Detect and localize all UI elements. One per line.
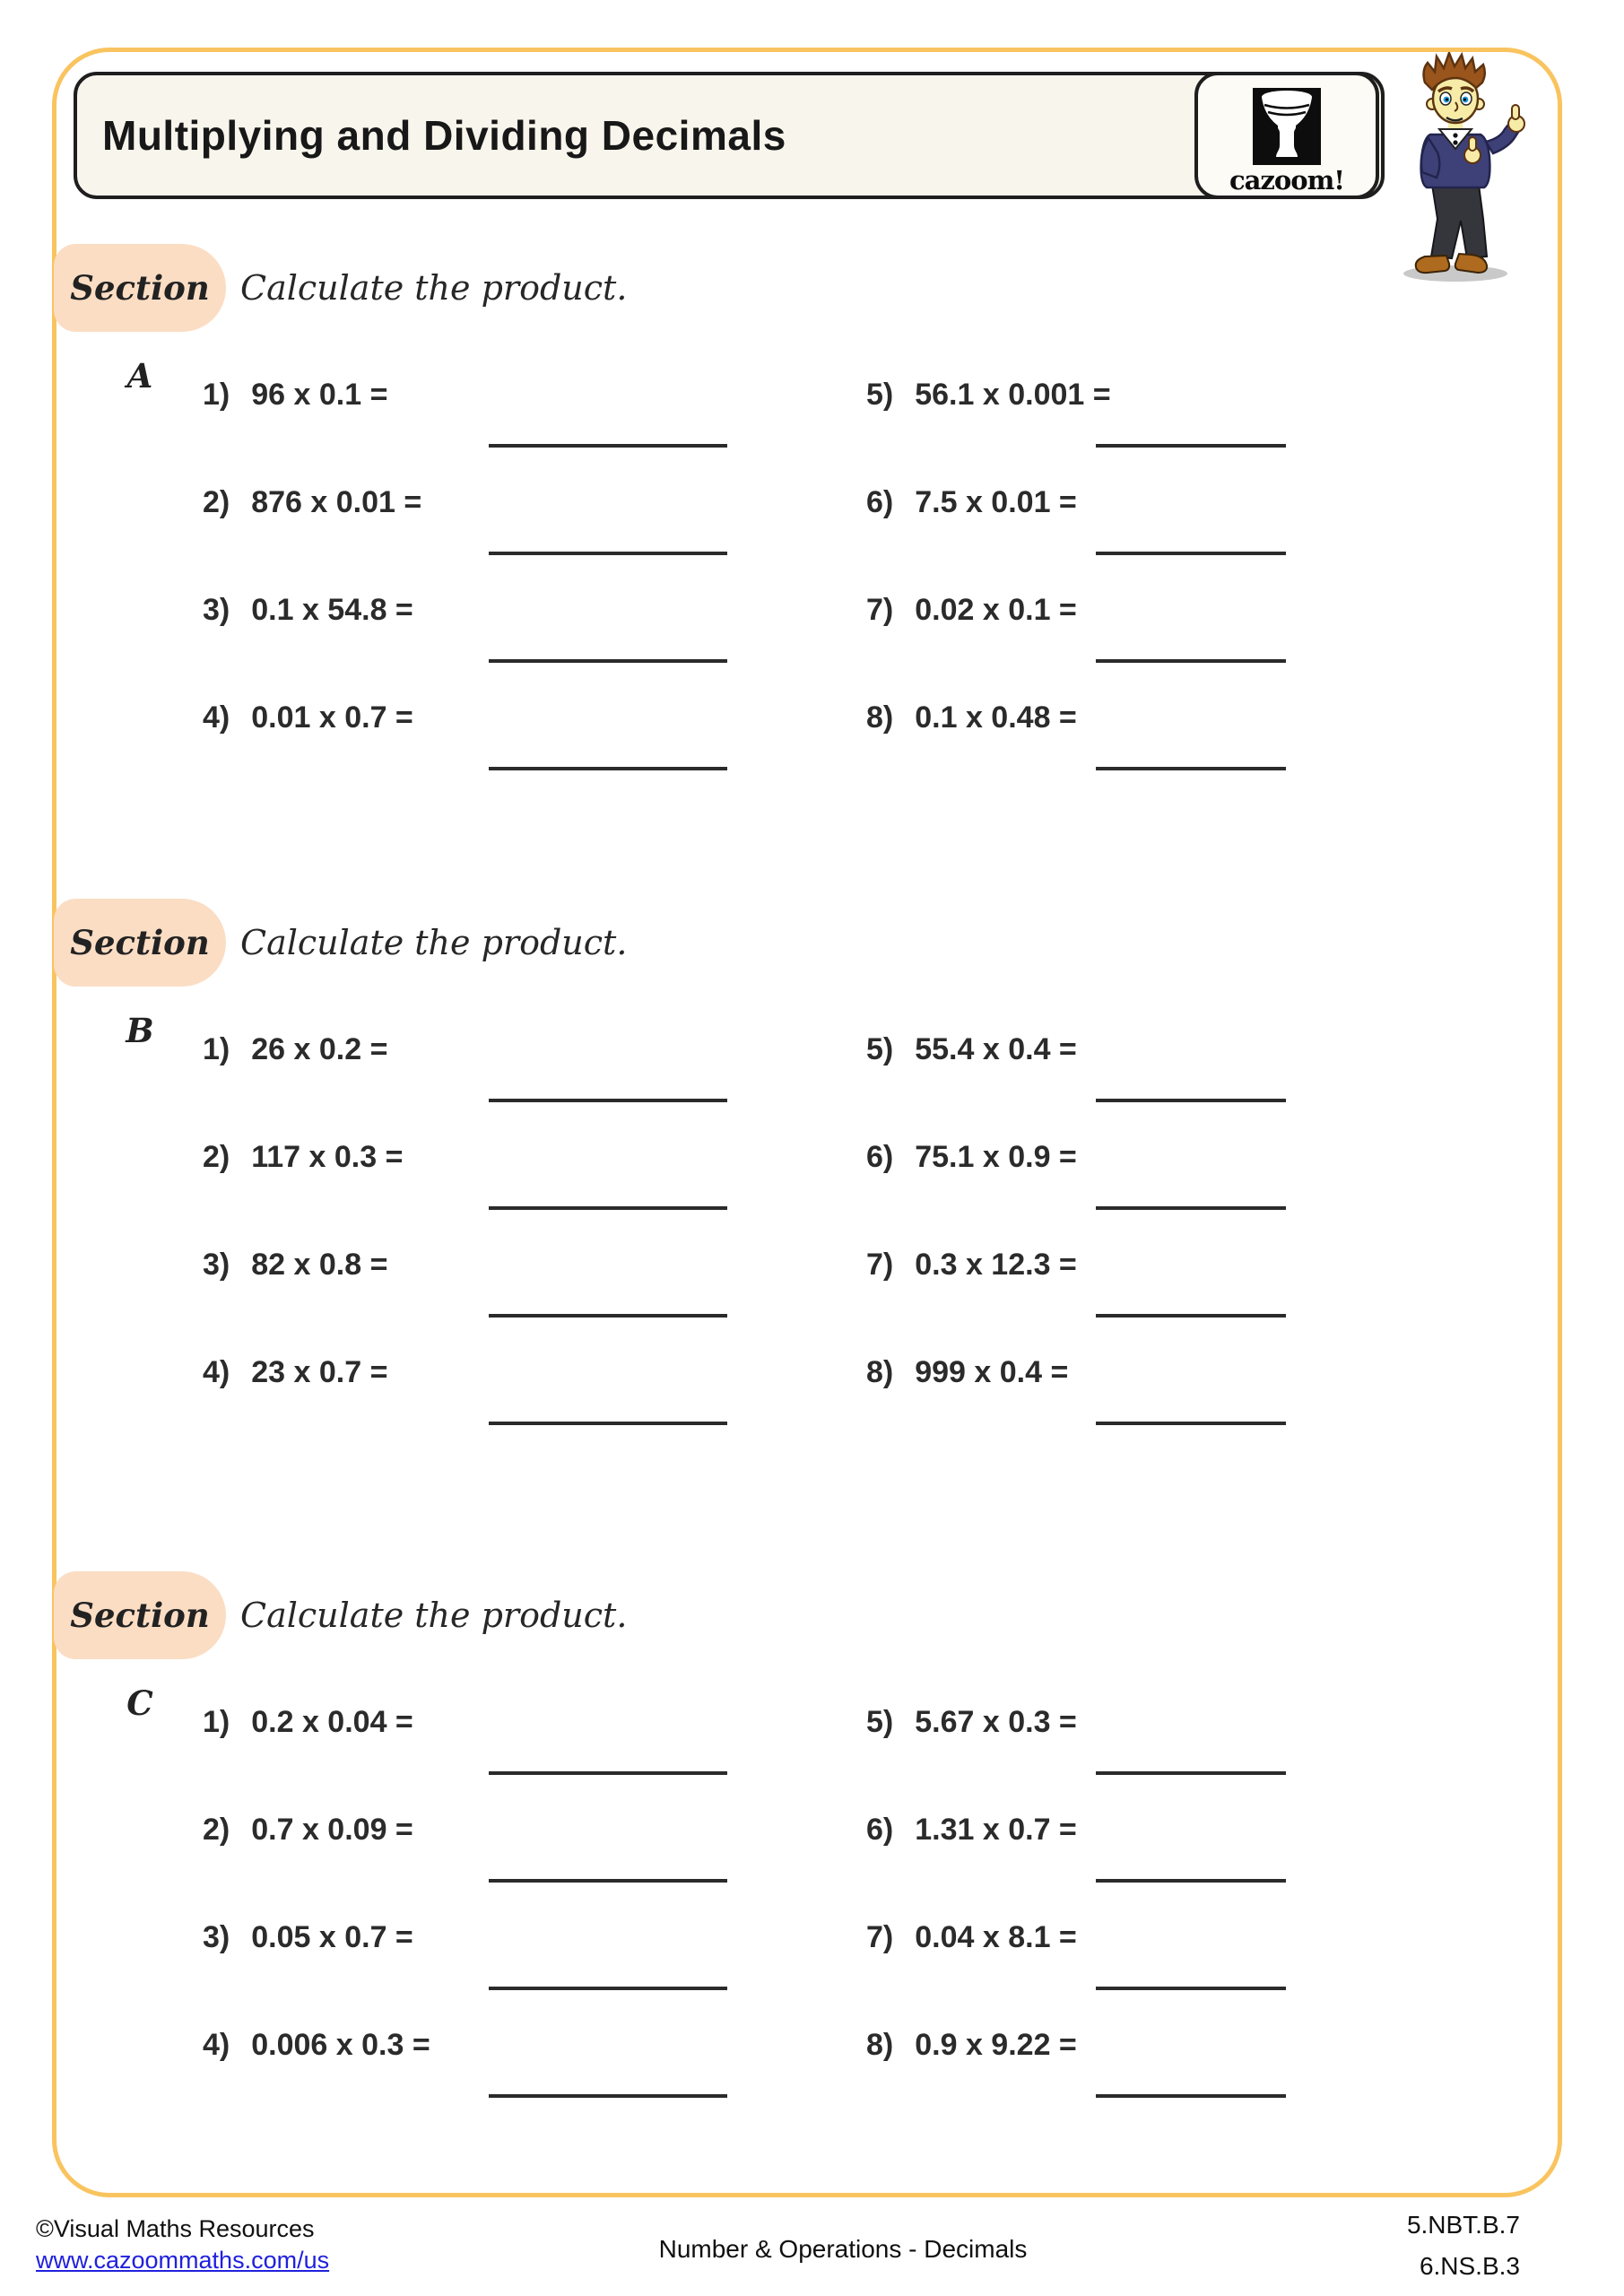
problem-a4 — [203, 700, 413, 735]
problem-number: 3) — [203, 593, 230, 627]
problem-expression: 0.9 x 9.22 = — [915, 2028, 1077, 2062]
answer-line — [1096, 1314, 1286, 1318]
problem-expression: 7.5 x 0.01 = — [915, 485, 1077, 519]
problem-expression: 999 x 0.4 = — [915, 1355, 1069, 1389]
problem-expression: 5.67 x 0.3 = — [915, 1705, 1077, 1739]
problem-number: 6) — [866, 1140, 894, 1174]
problem-expression: 117 x 0.3 = — [251, 1140, 404, 1174]
problem-b3 — [203, 1247, 387, 1283]
answer-line — [489, 767, 727, 770]
problem-expression: 56.1 x 0.001 = — [915, 378, 1111, 412]
problem-number: 7) — [866, 1248, 894, 1282]
footer-standards — [1291, 2205, 1520, 2287]
answer-line — [1096, 1099, 1286, 1102]
answer-line — [1096, 1206, 1286, 1210]
problem-c6 — [866, 1812, 1077, 1848]
page-border — [52, 48, 1562, 2197]
problem-b8 — [866, 1354, 1068, 1390]
answer-line — [1096, 552, 1286, 555]
answer-line — [489, 1206, 727, 1210]
cazoom-logo — [1194, 72, 1379, 199]
standard-code-1: 5.NBT.B.7 — [1406, 2211, 1520, 2239]
problem-c8 — [866, 2027, 1077, 2063]
problem-expression: 0.7 x 0.09 = — [251, 1813, 413, 1847]
section-b-instruction: Calculate the product. — [240, 923, 628, 962]
problem-number: 1) — [203, 1032, 230, 1066]
answer-line — [489, 1314, 727, 1318]
answer-line — [489, 444, 727, 448]
problem-expression: 0.2 x 0.04 = — [251, 1705, 413, 1739]
problem-expression: 876 x 0.01 = — [251, 485, 422, 519]
cazoom-logo-text: cazoom! — [1229, 165, 1345, 196]
problem-expression: 0.3 x 12.3 = — [915, 1248, 1077, 1282]
problem-number: 1) — [203, 378, 230, 412]
problem-b2 — [203, 1139, 403, 1175]
problem-expression: 0.006 x 0.3 = — [251, 2028, 430, 2062]
answer-line — [489, 1879, 727, 1883]
page-title: Multiplying and Dividing Decimals — [102, 112, 786, 159]
problem-a5 — [866, 377, 1111, 413]
problem-a1 — [203, 377, 387, 413]
problem-number: 2) — [203, 1813, 230, 1847]
answer-line — [489, 552, 727, 555]
section-b-label: Section B — [54, 899, 226, 987]
problem-c2 — [203, 1812, 413, 1848]
problem-a8 — [866, 700, 1077, 735]
problem-c4 — [203, 2027, 430, 2063]
problem-c3 — [203, 1919, 413, 1955]
problem-c5 — [866, 1704, 1077, 1740]
problem-a6 — [866, 484, 1077, 520]
problem-expression: 0.04 x 8.1 = — [915, 1920, 1077, 1954]
problem-number: 6) — [866, 1813, 894, 1847]
answer-line — [1096, 767, 1286, 770]
problem-number: 6) — [866, 485, 894, 519]
problem-number: 3) — [203, 1920, 230, 1954]
problem-b1 — [203, 1031, 387, 1067]
answer-line — [1096, 1422, 1286, 1425]
problem-c1 — [203, 1704, 413, 1740]
problem-expression: 1.31 x 0.7 = — [915, 1813, 1077, 1847]
problem-number: 5) — [866, 1032, 894, 1066]
answer-line — [489, 1987, 727, 1990]
footer-copyright: ©Visual Maths Resources — [36, 2215, 315, 2242]
problem-number: 2) — [203, 1140, 230, 1174]
section-a-instruction: Calculate the product. — [240, 268, 628, 308]
standard-code-2: 6.NS.B.3 — [1419, 2252, 1520, 2280]
problem-number: 4) — [203, 2028, 230, 2062]
problem-number: 8) — [866, 700, 894, 735]
problem-a2 — [203, 484, 421, 520]
problem-number: 7) — [866, 1920, 894, 1954]
problem-a3 — [203, 592, 413, 628]
problem-number: 3) — [203, 1248, 230, 1282]
problem-a7 — [866, 592, 1077, 628]
answer-line — [489, 1099, 727, 1102]
problem-number: 2) — [203, 485, 230, 519]
answer-line — [489, 659, 727, 663]
answer-line — [1096, 444, 1286, 448]
problem-number: 8) — [866, 2028, 894, 2062]
problem-expression: 26 x 0.2 = — [251, 1032, 388, 1066]
section-a-label: Section A — [54, 244, 226, 332]
answer-line — [489, 2094, 727, 2098]
problem-expression: 55.4 x 0.4 = — [915, 1032, 1077, 1066]
answer-line — [1096, 1879, 1286, 1883]
problem-expression: 82 x 0.8 = — [251, 1248, 388, 1282]
problem-b7 — [866, 1247, 1077, 1283]
footer-website-link[interactable]: www.cazoommaths.com/us — [36, 2247, 330, 2274]
answer-line — [1096, 2094, 1286, 2098]
problem-expression: 23 x 0.7 = — [251, 1355, 388, 1389]
answer-line — [1096, 1771, 1286, 1775]
problem-expression: 0.1 x 54.8 = — [251, 593, 413, 627]
answer-line — [1096, 659, 1286, 663]
problem-b6 — [866, 1139, 1077, 1175]
problem-number: 4) — [203, 700, 230, 735]
answer-line — [1096, 1987, 1286, 1990]
answer-line — [489, 1422, 727, 1425]
section-c-instruction: Calculate the product. — [240, 1596, 628, 1635]
problem-number: 1) — [203, 1705, 230, 1739]
problem-expression: 0.01 x 0.7 = — [251, 700, 413, 735]
footer-topic: Number & Operations - Decimals — [658, 2235, 1028, 2263]
drum-icon — [1253, 88, 1321, 165]
problem-number: 5) — [866, 1705, 894, 1739]
problem-expression: 96 x 0.1 = — [251, 378, 388, 412]
problem-c7 — [866, 1919, 1077, 1955]
problem-expression: 0.05 x 0.7 = — [251, 1920, 413, 1954]
answer-line — [489, 1771, 727, 1775]
problem-number: 7) — [866, 593, 894, 627]
section-c-label: Section C — [54, 1571, 226, 1659]
problem-expression: 0.02 x 0.1 = — [915, 593, 1077, 627]
problem-number: 4) — [203, 1355, 230, 1389]
problem-expression: 75.1 x 0.9 = — [915, 1140, 1077, 1174]
mascot-boy-illustration — [1385, 52, 1531, 285]
title-box — [74, 72, 1385, 199]
problem-b5 — [866, 1031, 1077, 1067]
problem-number: 8) — [866, 1355, 894, 1389]
problem-b4 — [203, 1354, 387, 1390]
problem-number: 5) — [866, 378, 894, 412]
problem-expression: 0.1 x 0.48 = — [915, 700, 1077, 735]
